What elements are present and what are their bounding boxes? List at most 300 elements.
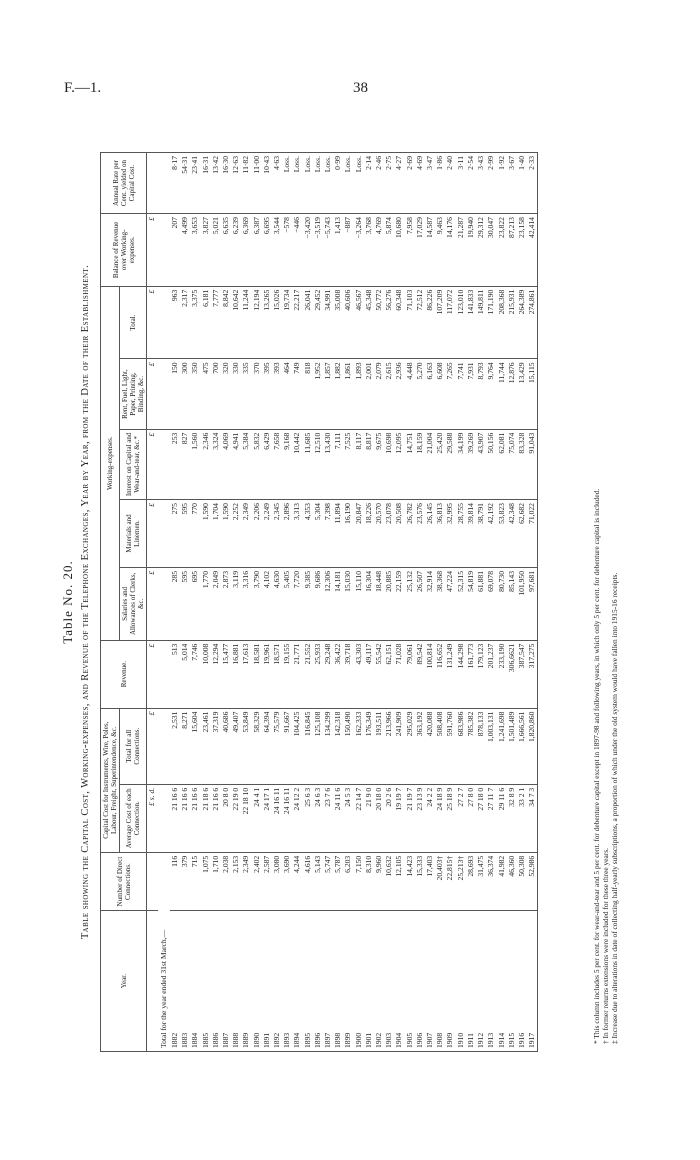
total-cost-cell: 683,986 [456,708,466,784]
total-we-cell: 35,008 [333,286,343,359]
col-header-avg-cost: Average Cost of each Connection. [120,784,147,852]
rent-cell: 335 [241,359,251,429]
total-cost-cell: 1,501,489 [507,708,517,784]
salaries-cell: 9,686 [313,567,323,640]
rate-cell: 2·54 [466,153,476,214]
connections-cell: 7,150 [354,852,364,911]
connections-cell: 6,203 [343,852,353,911]
revenue-cell: 16,881 [231,640,241,708]
table-title: Table showing the Capital Cost, Working-expenses, and Revenue of the Telephone Exchanges, Year by Year, from the Date of their Establishment. [80,264,91,940]
rent-cell: 2,001 [364,359,374,429]
connections-cell: 3,080 [272,852,282,911]
avg-cost-cell: 24 18 9 [435,784,445,852]
total-cost-cell: 134,299 [323,708,333,784]
total-cost-cell: 116,845 [303,708,313,784]
total-we-cell: 72,512 [415,286,425,359]
materials-cell: 39,814 [466,500,476,568]
balance-cell: 30,047 [486,214,496,287]
avg-cost-cell: 21 16 6 [190,784,200,852]
balance-cell: 87,213 [507,214,517,287]
salaries-cell: 32,914 [425,567,435,640]
materials-cell: 18,226 [364,500,374,568]
rent-cell: 7,931 [466,359,476,429]
footnote: ‡ Increase due to alterations in date of collecting half-yearly subscriptions, a proportion of which under the old system would have fallen into 1915-16 receipts. [610,572,619,1044]
total-cost-cell: 91,667 [282,708,292,784]
salaries-cell: 3,316 [241,567,251,640]
total-we-cell: 274,861 [527,286,538,359]
table-row [527,153,538,1052]
col-header-total-we: Total. [120,286,147,359]
avg-cost-cell: 22 19 0 [231,784,241,852]
rate-cell: 2·14 [364,153,374,214]
rate-cell: 4·63 [272,153,282,214]
col-header-interest: Interest on Capital and Wear-and-tear, &c.* [120,429,147,499]
total-we-cell: 15,026 [272,286,282,359]
page-number: 38 [353,80,368,96]
materials-cell: 20,508 [394,500,404,568]
year-cell: 1892 [272,911,282,1052]
materials-cell: 2,345 [272,500,282,568]
rate-cell: 2·33 [527,153,538,214]
rent-cell: 1,882 [333,359,343,429]
connections-cell: 1,710 [211,852,221,911]
revenue-cell: 317,275 [527,640,538,708]
units-cell-money: £ [147,567,159,640]
total-cost-cell: 193,511 [374,708,384,784]
total-we-cell: 123,010 [456,286,466,359]
table-row [170,153,180,1052]
rate-cell: Loss. [303,153,313,214]
balance-cell: 6,369 [241,214,251,287]
units-cell [147,911,159,1052]
interest-cell: 75,074 [507,429,517,499]
interest-cell: 1,560 [190,429,200,499]
table-row [323,153,333,1052]
rate-cell: 4·27 [394,153,404,214]
rent-cell: 13,429 [517,359,527,429]
balance-cell: −3,420 [303,214,313,287]
total-cost-cell: 591,760 [445,708,455,784]
year-cell: 1899 [343,911,353,1052]
year-cell: 1912 [476,911,486,1052]
materials-cell: 38,791 [476,500,486,568]
salaries-cell: 285 [170,567,180,640]
units-cell-money: £ [147,500,159,568]
avg-cost-cell: 27 8 0 [466,784,476,852]
table-row [180,153,190,1052]
rate-cell: 11·82 [241,153,251,214]
salaries-cell: 101,950 [517,567,527,640]
year-cell: 1885 [201,911,211,1052]
interest-cell: 13,430 [323,429,333,499]
year-cell: 1900 [354,911,364,1052]
year-cell: 1898 [333,911,343,1052]
table-row [415,153,425,1052]
year-cell: 1915 [507,911,517,1052]
balance-cell: 4,769 [374,214,384,287]
connections-cell: 8,310 [364,852,374,911]
rent-cell: 5,270 [415,359,425,429]
year-cell: 1913 [486,911,496,1052]
balance-cell: 207 [170,214,180,287]
revenue-cell: 513 [170,640,180,708]
avg-cost-cell: 22 14 7 [354,784,364,852]
materials-cell: 20,847 [354,500,364,568]
salaries-cell: 20,885 [384,567,394,640]
rent-cell: 150 [170,359,180,429]
connections-cell: 5,787 [333,852,343,911]
avg-cost-cell: 20 2 6 [384,784,394,852]
total-we-cell: 13,265 [262,286,272,359]
materials-cell: 2,249 [262,500,272,568]
total-cost-cell: 2,531 [170,708,180,784]
col-header-balance: Balance of Revenue over Working-expenses. [101,214,147,287]
balance-cell: 1,413 [333,214,343,287]
salaries-cell: 7,720 [292,567,302,640]
rate-cell: Loss. [292,153,302,214]
rent-cell: 370 [252,359,262,429]
interest-cell: 10,442 [292,429,302,499]
total-cost-cell: 8,271 [180,708,190,784]
interest-cell: 8,117 [354,429,364,499]
year-cell: 1895 [303,911,313,1052]
avg-cost-cell: 21 16 6 [211,784,221,852]
total-we-cell: 171,190 [486,286,496,359]
revenue-cell: 19,961 [262,640,272,708]
salaries-cell: 52,315 [456,567,466,640]
total-we-cell: 29,452 [313,286,323,359]
avg-cost-cell: 24 17 1 [262,784,272,852]
year-cell: 1917 [527,911,538,1052]
salaries-cell: 5,405 [282,567,292,640]
connections-cell: 3,690 [282,852,292,911]
balance-cell: 7,958 [405,214,415,287]
rent-cell: 395 [262,359,272,429]
total-we-cell: 264,389 [517,286,527,359]
year-cell: 1906 [415,911,425,1052]
rate-cell: 3·43 [476,153,486,214]
rate-cell: 8·17 [170,153,180,214]
connections-cell: 25,213† [456,852,466,911]
total-cost-cell: 241,909 [394,708,404,784]
materials-cell: 71,022 [527,500,538,568]
intro-row [158,153,170,1052]
revenue-cell: 5,014 [180,640,190,708]
rate-cell: 54·31 [180,153,190,214]
total-cost-cell: 878,133 [476,708,486,784]
total-cost-cell: 295,029 [405,708,415,784]
salaries-cell: 3,790 [252,567,262,640]
salaries-cell: 3,119 [231,567,241,640]
rent-cell: 2,079 [374,359,384,429]
revenue-cell: 17,613 [241,640,251,708]
total-we-cell: 107,209 [435,286,445,359]
connections-cell: 116 [170,852,180,911]
avg-cost-cell: 23 13 9 [415,784,425,852]
materials-cell: 62,682 [517,500,527,568]
year-cell: 1905 [405,911,415,1052]
year-cell: 1888 [231,911,241,1052]
rent-cell: 1,857 [323,359,333,429]
avg-cost-cell: 20 8 0 [221,784,231,852]
materials-cell: 7,398 [323,500,333,568]
total-we-cell: 963 [170,286,180,359]
materials-cell: 20,570 [374,500,384,568]
interest-cell: 7,111 [333,429,343,499]
total-cost-cell: 213,966 [384,708,394,784]
interest-cell: 91,043 [527,429,538,499]
total-we-cell: 6,181 [201,286,211,359]
interest-cell: 7,525 [343,429,353,499]
avg-cost-cell: 24 11 6 [333,784,343,852]
balance-cell: 6,387 [252,214,262,287]
rent-cell: 320 [221,359,231,429]
balance-cell: 21,287 [456,214,466,287]
col-header-working-expenses: Working-expenses. [101,286,120,640]
salaries-cell: 9,385 [303,567,313,640]
rent-cell: 475 [201,359,211,429]
materials-cell: 16,190 [343,500,353,568]
rate-cell: 1·92 [497,153,507,214]
total-we-cell: 10,642 [231,286,241,359]
avg-cost-cell: 22 18 10 [241,784,251,852]
units-cell-money: £ [147,708,159,784]
connections-cell: 1,075 [201,852,211,911]
materials-cell: 26,782 [405,500,415,568]
balance-cell: 6,239 [231,214,241,287]
connections-cell: 2,402 [252,852,262,911]
revenue-cell: 36,422 [333,640,343,708]
total-we-cell: 2,317 [180,286,190,359]
balance-cell: 14,587 [425,214,435,287]
total-we-cell: 45,348 [364,286,374,359]
avg-cost-cell: 19 19 7 [394,784,404,852]
materials-cell: 1,590 [221,500,231,568]
connections-cell: 4,616 [303,852,313,911]
total-we-cell: 7,777 [211,286,221,359]
units-cell-money: £ [147,359,159,429]
year-cell: 1884 [190,911,200,1052]
table-row [252,153,262,1052]
total-cost-cell: 1,820,860 [527,708,538,784]
rate-cell: Loss. [323,153,333,214]
connections-cell: 22,815† [445,852,455,911]
year-cell: 1910 [456,911,466,1052]
avg-cost-cell: 21 16 6 [170,784,180,852]
table-container [100,152,538,1052]
salaries-cell: 14,181 [333,567,343,640]
balance-cell: 6,635 [221,214,231,287]
year-cell: 1897 [323,911,333,1052]
revenue-cell: 100,814 [425,640,435,708]
table-row [313,153,323,1052]
col-header-rent: Rent, Fuel, Light, Paper, Printing, Binding, &c. [120,359,147,429]
rent-cell: 1,861 [343,359,353,429]
salaries-cell: 595 [180,567,190,640]
rate-cell: 3·47 [425,153,435,214]
total-cost-cell: 75,579 [272,708,282,784]
materials-cell: 53,823 [497,500,507,568]
rent-cell: 7,265 [445,359,455,429]
connections-cell: 4,244 [292,852,302,911]
series-code: F.—1. [64,80,102,96]
balance-cell: −5,743 [323,214,333,287]
table-row [282,153,292,1052]
revenue-cell: 10,008 [201,640,211,708]
balance-cell: 5,021 [211,214,221,287]
connections-cell: 15,333 [415,852,425,911]
connections-cell: 28,693 [466,852,476,911]
salaries-cell: 97,681 [527,567,538,640]
materials-cell: 42,348 [507,500,517,568]
table-row [272,153,282,1052]
interest-cell: 21,004 [425,429,435,499]
balance-cell: −578 [282,214,292,287]
salaries-cell: 695 [190,567,200,640]
balance-cell: 29,312 [476,214,486,287]
revenue-cell: 25,933 [313,640,323,708]
salaries-cell: 2,049 [211,567,221,640]
table-row [517,153,527,1052]
interest-cell: 83,328 [517,429,527,499]
total-we-cell: 86,226 [425,286,435,359]
rent-cell: 4,448 [405,359,415,429]
materials-cell: 2,896 [282,500,292,568]
interest-cell: 8,817 [364,429,374,499]
total-we-cell: 149,811 [476,286,486,359]
total-cost-cell: 37,319 [211,708,221,784]
year-cell: 1882 [170,911,180,1052]
avg-cost-cell: 23 7 6 [323,784,333,852]
total-cost-cell: 40,686 [221,708,231,784]
total-we-cell: 12,194 [252,286,262,359]
table-row [486,153,496,1052]
balance-cell: 23,158 [517,214,527,287]
revenue-cell: 21,771 [292,640,302,708]
salaries-cell: 69,078 [486,567,496,640]
total-we-cell: 215,931 [507,286,517,359]
salaries-cell: 25,132 [405,567,415,640]
connections-cell: 9,960 [374,852,384,911]
col-header-revenue: Revenue. [101,640,147,708]
rent-cell: 8,793 [476,359,486,429]
materials-cell: 5,304 [313,500,323,568]
total-we-cell: 117,072 [445,286,455,359]
rate-cell: Loss. [354,153,364,214]
rate-cell: 16·31 [201,153,211,214]
rotated-table-page [60,152,640,1052]
table-row [211,153,221,1052]
table-row [201,153,211,1052]
connections-cell: 52,986 [527,852,538,911]
rate-cell: 2·46 [374,153,384,214]
connections-cell: 2,038 [221,852,231,911]
materials-cell: 11,894 [333,500,343,568]
materials-cell: 275 [170,500,180,568]
avg-cost-cell: 25 18 9 [445,784,455,852]
balance-cell: 23,822 [497,214,507,287]
rent-cell: 2,936 [394,359,404,429]
total-we-cell: 50,772 [374,286,384,359]
table-row [445,153,455,1052]
materials-cell: 2,252 [231,500,241,568]
materials-cell: 2,206 [252,500,262,568]
table-row [384,153,394,1052]
year-cell: 1914 [497,911,507,1052]
table-number: Table No. 20. [60,560,75,644]
revenue-cell: 89,542 [415,640,425,708]
footnotes [592,164,619,1044]
balance-cell: 4,499 [180,214,190,287]
table-row [466,153,476,1052]
table-row [303,153,313,1052]
total-cost-cell: 508,408 [435,708,445,784]
interest-cell: 12,510 [313,429,323,499]
interest-cell: 827 [180,429,190,499]
avg-cost-cell: 21 9 0 [364,784,374,852]
year-cell: 1904 [394,911,404,1052]
materials-cell: 2,349 [241,500,251,568]
salaries-cell: 18,448 [374,567,384,640]
year-cell: 1891 [262,911,272,1052]
total-we-cell: 56,276 [384,286,394,359]
revenue-cell: 49,117 [364,640,374,708]
footnote: * This column includes 5 per cent. for wear-and-tear and 5 per cent. for debenture capital except in 1897-98 and following years, in which only 5 per cent. for debenture capital is included. [592,488,601,1044]
rent-cell: 350 [190,359,200,429]
salaries-cell: 47,224 [445,567,455,640]
connections-cell: 36,374 [486,852,496,911]
rent-cell: 700 [211,359,221,429]
connections-cell: 379 [180,852,190,911]
rate-cell: 1·40 [517,153,527,214]
intro-label: Total for the year ended 31st March,— [158,852,170,1051]
year-cell: 1916 [517,911,527,1052]
rent-cell: 9,764 [486,359,496,429]
avg-cost-cell: 24 6 3 [313,784,323,852]
table-row [231,153,241,1052]
rate-cell: 11·00 [252,153,262,214]
col-header-total-cost: Total for all Connections. [120,708,147,784]
total-we-cell: 19,734 [282,286,292,359]
connections-cell: 715 [190,852,200,911]
rate-cell: 3·67 [507,153,517,214]
salaries-cell: 80,730 [497,567,507,640]
total-cost-cell: 104,425 [292,708,302,784]
rent-cell: 6,163 [425,359,435,429]
avg-cost-cell: 34 7 3 [527,784,538,852]
table-row [292,153,302,1052]
year-cell: 1893 [282,911,292,1052]
rate-cell: 3·11 [456,153,466,214]
total-cost-cell: 162,333 [354,708,364,784]
revenue-cell: 18,571 [272,640,282,708]
interest-cell: 253 [170,429,180,499]
salaries-cell: 4,102 [262,567,272,640]
interest-cell: 4,941 [231,429,241,499]
table-row [507,153,517,1052]
avg-cost-cell: 27 11 7 [486,784,496,852]
materials-cell: 595 [180,500,190,568]
revenue-cell: 12,294 [211,640,221,708]
units-cell-money: £ [147,429,159,499]
connections-cell: 5,747 [323,852,333,911]
rent-cell: 7,741 [456,359,466,429]
total-we-cell: 8,842 [221,286,231,359]
connections-cell: 14,423 [405,852,415,911]
revenue-cell: 29,248 [323,640,333,708]
units-cell [147,852,159,911]
table-row [333,153,343,1052]
